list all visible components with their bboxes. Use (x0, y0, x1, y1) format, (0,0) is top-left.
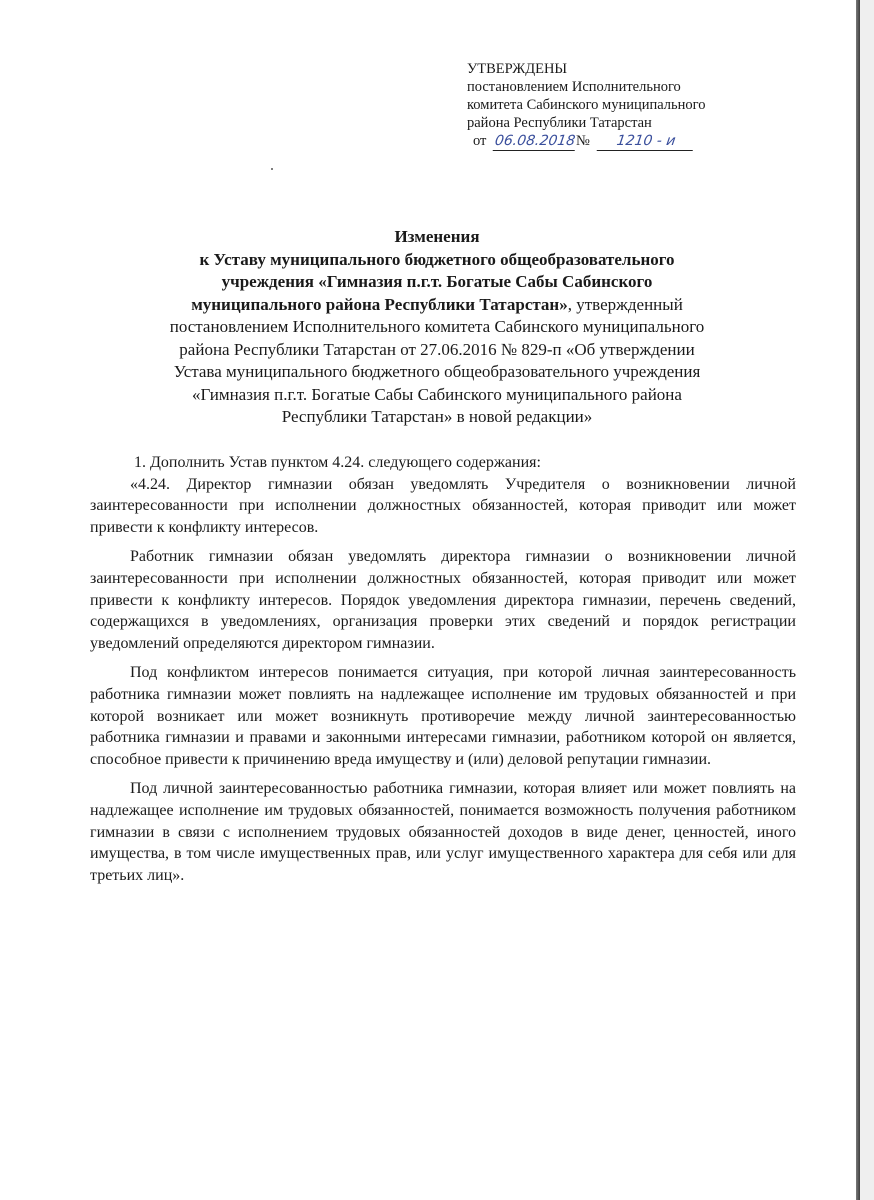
title-line-9: Республики Татарстан» в новой редакции» (281, 407, 593, 426)
list-item-1: 1. Дополнить Устав пунктом 4.24. следующего содержания: (134, 454, 541, 471)
title-line-8: «Гимназия п.г.т. Богатые Сабы Сабинского муниципального района (192, 384, 682, 404)
title-line-4 (90, 294, 784, 317)
handwritten-date: 06.08.2018 (493, 133, 577, 149)
document-body (90, 452, 796, 886)
title-line-2: к Уставу муниципального бюджетного общеобразовательного (199, 249, 675, 269)
title-line-5: постановлением Исполнительного комитета Сабинского муниципального (169, 317, 705, 336)
approval-line-2: комитета Сабинского муниципального (467, 97, 706, 113)
date-prefix: от (473, 133, 487, 149)
number-prefix: № (576, 133, 590, 149)
paragraph-4-24: «4.24. Директор гимназии обязан уведомлять Учредителя о возникновении личной заинтересованности при исполнении должностных обязанностей, которая приводит или может привести к конфликту интересов. (90, 475, 796, 536)
handwritten-number: 1210 - и (596, 132, 695, 151)
document-title (90, 226, 784, 429)
title-line-3: учреждения «Гимназия п.г.т. Богатые Сабы Сабинского (221, 272, 653, 291)
paragraph-employee-duty: Работник гимназии обязан уведомлять директора гимназии о возникновении личной заинтересованности при исполнении должностных обязанностей, которая приводит или может привести к конфликту интересов. Порядок уведомления директора гимназии, перечень сведений, содержащихся в уведомлениях, организация проверки этих сведений и порядок регистрации уведомлений определяются директором гимназии. (90, 548, 796, 652)
approval-date-line (467, 132, 827, 151)
title-heading: Изменения (394, 227, 480, 246)
scan-edge-shadow (860, 0, 874, 1200)
scan-speck (271, 168, 273, 170)
title-line-7: Устава муниципального бюджетного общеобразовательного учреждения (173, 362, 701, 381)
paragraph-conflict-definition: Под конфликтом интересов понимается ситуация, при которой личная заинтересованность работника гимназии может повлиять на надлежащее исполнение им трудовых обязанностей и при которой возникает или может возникнуть противоречие между личной заинтересованностью работника гимназии и правами и законными интересами гимназии, работником которой он является, способное привести к причинению вреда имуществу и (или) деловой репутации гимназии. (90, 664, 796, 768)
title-line-4-rest: , утвержденный (567, 294, 683, 314)
title-line-6: района Республики Татарстан от 27.06.2016 № 829-п «Об утверждении (179, 339, 695, 359)
approval-block (467, 60, 827, 151)
paragraph-personal-interest: Под личной заинтересованностью работника гимназии, которая влияет или может повлиять на надлежащее исполнение им трудовых обязанностей, понимается возможность получения работником гимназии в связи с исполнением трудовых обязанностей доходов в виде денег, ценностей, иного имущества, в том числе имущественных прав, или услуг имущественного характера для себя или для третьих лиц». (90, 780, 796, 884)
title-line-4-bold: муниципального района Республики Татарстан» (191, 294, 568, 314)
approval-line-3: района Республики Татарстан (467, 115, 652, 131)
approval-line-1: постановлением Исполнительного (467, 79, 681, 95)
approval-heading: УТВЕРЖДЕНЫ (467, 61, 568, 77)
